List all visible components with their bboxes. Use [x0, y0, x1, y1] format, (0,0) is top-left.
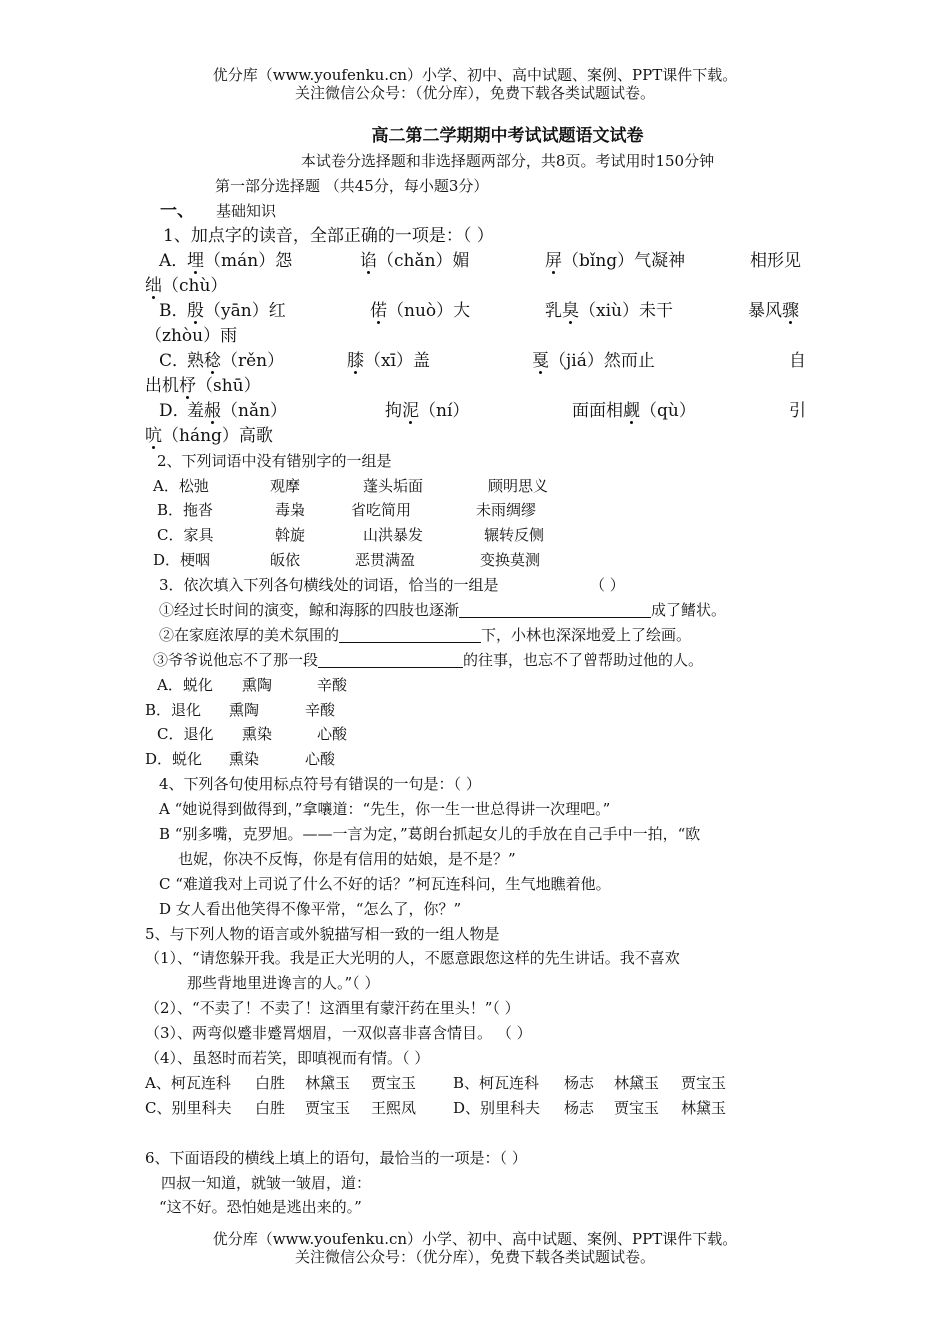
section-label: 基础知识 — [216, 201, 277, 220]
q1-option-b-cont: （zhòu）雨 — [145, 325, 238, 346]
q3-option-b — [145, 698, 810, 723]
q1-b3-dot-char: 臭 — [562, 300, 579, 321]
q3-s2-text-a: ②在家庭浓厚的美术氛围的 — [159, 625, 340, 644]
q3-d-2: 熏染 — [229, 750, 260, 769]
q5-stem: 5、与下列人物的语言或外貌描写相一致的一组人物是 — [145, 924, 500, 943]
q1-c-item4-start: 自 — [789, 350, 806, 371]
q1-a-label: A． — [159, 250, 189, 271]
q4-b-text-1: B “别多嘴，克罗旭。——一言为定，”葛朗台抓起女儿的手放在自己手中一拍，“欧 — [159, 825, 701, 844]
section-number: 一、 — [160, 200, 194, 221]
q3-c-1: C．退化 — [157, 725, 214, 744]
q3-b-2: 熏陶 — [229, 700, 260, 719]
q5-d-3: 贾宝玉 — [614, 1098, 660, 1117]
q3-s2-text-b: 下，小林也深深地爱上了绘画。 — [481, 625, 692, 644]
q5-a-3: 林黛玉 — [305, 1073, 351, 1092]
q5-item-3: （3）、两弯似蹙非蹙罥烟眉，一双似喜非喜含情目。 （ ） — [145, 1024, 532, 1043]
q1-d-item2: 拘泥（ní） — [385, 400, 470, 421]
q5-c-4: 王熙凤 — [371, 1098, 417, 1117]
q4-d-text: D 女人看出他笑得不像平常，“怎么了，你？” — [159, 899, 462, 918]
q2-c-1: C．家具 — [157, 526, 214, 545]
footer-line-2: 关注微信公众号：（优分库），免费下载各类试题试卷。 — [294, 1248, 655, 1266]
q3-sentence-3 — [145, 648, 810, 673]
q5-b-3: 林黛玉 — [614, 1073, 660, 1092]
q3-d-3: 心酸 — [305, 750, 336, 769]
q1-c-item3: 戛（jiá）然而止 — [532, 350, 655, 371]
q1-c1-dot-char: 稔 — [204, 350, 221, 371]
q5-b-1: B、柯瓦连科 — [453, 1073, 540, 1092]
q1-a-item2: 谄（chǎn）媚 — [360, 250, 470, 271]
q1-option-a — [145, 249, 810, 274]
q2-a-4: 顾明思义 — [488, 476, 549, 495]
q2-option-a — [145, 474, 810, 499]
q5-item-1: （1）、“请您躲开我。我是正大光明的人，不愿意跟您这样的先生讲话。我不喜欢 — [145, 949, 680, 968]
q1-a2-dot-char: 谄 — [360, 250, 377, 271]
q2-d-2: 皈依 — [270, 551, 301, 570]
q5-a-1: A、柯瓦连科 — [145, 1073, 231, 1092]
q2-c-3: 山洪暴发 — [363, 526, 424, 545]
q1-stem — [145, 224, 810, 249]
q1-b-item3: 乳臭（xiù）未干 — [545, 300, 673, 321]
q3-option-d — [145, 747, 810, 772]
q2-d-3: 恶贯满盈 — [355, 551, 416, 570]
exam-title: 高二第二学期期中考试试题语文试卷 — [371, 126, 644, 146]
q1-d-item1: 羞赧（nǎn） — [187, 400, 288, 421]
q3-b-1: B．退化 — [145, 700, 202, 719]
q3-s3-text-b: 的往事，也忘不了曾帮助过他的人。 — [463, 650, 704, 669]
q3-s1-text-b: 成了鳍状。 — [651, 601, 727, 620]
q2-option-d — [145, 548, 810, 573]
page-footer — [0, 1230, 950, 1266]
q1-option-a-cont: 绌（chù） — [145, 275, 228, 296]
q1-a-dot-char: 埋 — [187, 250, 204, 271]
q1-a3-dot-char: 屏 — [545, 250, 562, 271]
q2-option-b — [145, 498, 810, 523]
q2-option-c — [145, 523, 810, 548]
section-heading — [145, 199, 810, 224]
exam-content — [145, 124, 810, 1220]
q5-item-1-text-b: 那些背地里进谗言的人。”（ ） — [187, 974, 380, 993]
q1-option-d-cont: 吭（háng）高歌 — [145, 425, 273, 446]
q4-c-text: C “难道我对上司说了什么不好的话？”柯瓦连科问，生气地瞧着他。 — [159, 874, 611, 893]
q1-d2-dot-char: 泥 — [402, 400, 419, 421]
q3-s2-blank[interactable] — [339, 626, 481, 643]
q5-a-4: 贾宝玉 — [371, 1073, 417, 1092]
header-line-2: 关注微信公众号：（优分库），免费下载各类试题试卷。 — [294, 84, 655, 102]
q2-b-2: 毒枭 — [275, 501, 306, 520]
q5-item-2: （2）、“不卖了！不卖了！这酒里有蒙汗药在里头！”（ ） — [145, 999, 520, 1018]
q1-option-c — [145, 349, 810, 374]
q1-b-item1: 殷（yān）红 — [187, 300, 286, 321]
q1-b1-dot-char: 殷 — [187, 300, 204, 321]
q1-a-item1: 埋（mán）怨 — [187, 250, 293, 271]
q3-sentence-2 — [145, 623, 810, 648]
q1-option-b — [145, 299, 810, 324]
q2-stem — [145, 449, 810, 474]
q4-stem — [145, 772, 810, 797]
q1-c-item2: 膝（xī）盖 — [347, 350, 431, 371]
footer-line-1: 优分库（www.youfenku.cn）小学、初中、高中试题、案例、PPT课件下载。 — [212, 1230, 738, 1248]
q4-option-a — [145, 797, 810, 822]
q5-d-1: D、别里科夫 — [453, 1098, 541, 1117]
q3-d-1: D．蜕化 — [145, 750, 203, 769]
q1-b-item4-start: 暴风骤 — [748, 300, 799, 321]
q2-a-1: A．松弛 — [153, 476, 209, 495]
q1-b-item2: 偌（nuò）大 — [370, 300, 471, 321]
q1-b-label: B． — [159, 300, 189, 321]
q3-c-2: 熏染 — [242, 725, 273, 744]
q1-d3-dot-char: 觑 — [623, 400, 640, 421]
q1-b2-dot-char: 偌 — [370, 300, 387, 321]
exam-intro: 本试卷分选择题和非选择题两部分，共8页。考试用时150分钟 — [300, 152, 715, 170]
q3-a-2: 熏陶 — [242, 675, 273, 694]
q5-b-4: 贾宝玉 — [681, 1073, 727, 1092]
spacer — [145, 1121, 810, 1146]
q4-a-text: A “她说得到做得到，”拿嚷道：“先生，你一生一世总得讲一次理吧。” — [159, 800, 611, 819]
q1-c4-dot-char: 杼 — [179, 375, 196, 396]
q1-option-d — [145, 399, 810, 424]
q3-s3-text-a: ③爷爷说他忘不了那一段 — [153, 650, 319, 669]
q5-d-2: 杨志 — [564, 1098, 595, 1117]
q5-item-4: （4）、虽怒时而若笑，即嗔视而有情。（ ） — [145, 1049, 430, 1068]
q5-c-2: 白胜 — [255, 1098, 286, 1117]
q6-passage-1-text: 四叔一知道，就皱一皱眉，道： — [161, 1173, 372, 1192]
q3-stem-text: 3．依次填入下列各句横线处的词语，恰当的一组是 — [159, 576, 499, 595]
q2-b-1: B．拖沓 — [157, 501, 214, 520]
q1-a-item3: 屏（bǐng）气凝神 — [545, 250, 686, 271]
q1-a-item4-start: 相形见 — [750, 250, 801, 271]
q1-c-item1: 熟稔（rěn） — [187, 350, 285, 371]
q3-option-a — [145, 673, 810, 698]
q1-b4-dot-char: 骤 — [782, 300, 799, 321]
q4-option-b — [145, 822, 810, 847]
q5-d-4: 林黛玉 — [681, 1098, 727, 1117]
q1-a4-dot-char: 绌 — [145, 275, 162, 296]
q4-stem-text: 4、下列各句使用标点符号有错误的一句是：（ ） — [159, 775, 481, 794]
q4-b-text-2: 也妮，你决不反悔，你是有信用的姑娘，是不是？” — [178, 849, 516, 868]
q3-option-c — [145, 722, 810, 747]
q5-a-2: 白胜 — [255, 1073, 286, 1092]
q1-stem-text: 1、加点字的读音，全部正确的一项是：（ ） — [163, 225, 494, 246]
q5-options-ab — [145, 1071, 810, 1096]
q2-c-4: 辗转反侧 — [484, 526, 545, 545]
q1-d-item4-start: 引 — [789, 400, 806, 421]
q2-d-1: D．梗咽 — [153, 551, 211, 570]
q1-c3-dot-char: 戛 — [532, 350, 549, 371]
q5-b-2: 杨志 — [564, 1073, 595, 1092]
q1-d-item3: 面面相觑（qù） — [572, 400, 696, 421]
q2-a-2: 观摩 — [270, 476, 301, 495]
q3-sentence-1 — [145, 598, 810, 623]
q3-s1-blank[interactable] — [459, 601, 651, 618]
q3-c-3: 心酸 — [317, 725, 348, 744]
q2-b-4: 未雨绸缪 — [476, 501, 537, 520]
q4-option-c — [145, 872, 810, 897]
q1-d-label: D． — [159, 400, 190, 421]
q6-stem: 6、下面语段的横线上填上的语句，最恰当的一项是：（ ） — [145, 1148, 527, 1167]
q6-passage-2-text: “这不好。恐怕她是逃出来的。” — [159, 1198, 362, 1217]
q1-c2-dot-char: 膝 — [347, 350, 364, 371]
q3-s1-text-a: ①经过长时间的演变，鲸和海豚的四肢也逐渐 — [159, 601, 460, 620]
q1-d4-dot-char: 吭 — [145, 425, 162, 446]
q6-passage-1 — [145, 1171, 810, 1196]
q5-options-cd — [145, 1096, 810, 1121]
q3-answer-paren: （ ） — [590, 576, 625, 595]
q5-c-1: C、别里科夫 — [145, 1098, 232, 1117]
q4-option-d — [145, 897, 810, 922]
q3-a-1: A．蜕化 — [157, 675, 213, 694]
q2-a-3: 蓬头垢面 — [363, 476, 424, 495]
q3-s3-blank[interactable] — [318, 651, 463, 668]
q1-c-label: C． — [159, 350, 190, 371]
q1-d1-dot-char: 赧 — [204, 400, 221, 421]
q2-d-4: 变换莫测 — [480, 551, 541, 570]
q3-a-3: 辛酸 — [317, 675, 348, 694]
q5-c-3: 贾宝玉 — [305, 1098, 351, 1117]
q5-item-1-cont — [145, 971, 810, 996]
q3-stem — [145, 573, 810, 598]
q1-option-c-cont: 出机杼（shū） — [145, 375, 261, 396]
page-header — [0, 66, 950, 102]
q2-stem-text: 2、下列词语中没有错别字的一组是 — [157, 451, 392, 470]
q2-c-2: 斡旋 — [275, 526, 306, 545]
q3-b-3: 辛酸 — [305, 700, 336, 719]
q2-b-3: 省吃简用 — [351, 501, 412, 520]
q4-option-b-cont — [145, 847, 810, 872]
q6-passage-2 — [145, 1195, 810, 1220]
header-line-1: 优分库（www.youfenku.cn）小学、初中、高中试题、案例、PPT课件下载。 — [212, 66, 738, 84]
part-one-heading: 第一部分选择题 （共45分，每小题3分） — [215, 176, 489, 195]
